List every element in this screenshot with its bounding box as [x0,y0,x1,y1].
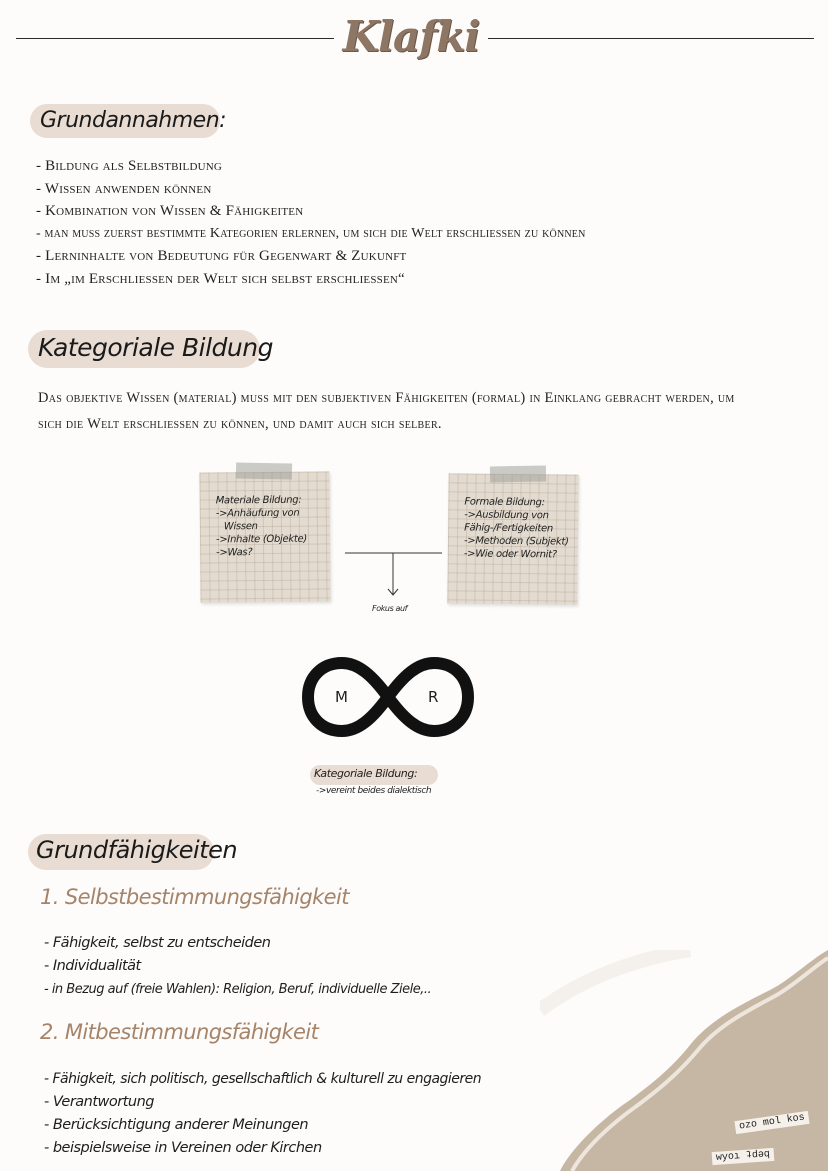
list-item: - Berücksichtigung anderer Meinungen [44,1117,309,1133]
page-title: Klafki [342,12,480,61]
section-heading-kategoriale: Kategoriale Bildung [38,333,273,362]
mitbestimmung-list [44,1068,481,1160]
torn-paper [540,950,828,1171]
paper-label: ozo mol kos [734,1111,809,1134]
tape [236,463,292,480]
list-item: - Bildung als Selbstbildung [36,158,223,174]
list-item: - Lerninhalte von Bedeutung für Gegenwart & Zukunft [36,248,407,265]
note-line: ->Inhalte (Objekte) [215,533,307,546]
list-item: - Kombination von Wissen & Fähigkeiten [36,203,304,220]
infinity-label-left: M [335,688,348,706]
selbstbestimmung-list [44,932,431,1001]
note-line: ->Ausbildung von [464,509,549,522]
note-line: ->Methoden (Subjekt) [463,535,569,548]
section-heading-grundannahmen: Grundannahmen: [40,108,227,133]
infinity-label-right: R [428,688,439,706]
caption-text: ->vereint beides dialektisch [316,786,432,796]
list-item: - Im „im Erschliessen der Welt sich selbst erschliessen“ [36,270,405,287]
list-item: - in Bezug auf (freie Wahlen): Religion, Beruf, individuelle Ziele,.. [44,982,432,997]
kategoriale-paragraph: Das objektive Wissen (material) muss mit den subjektiven Fähigkeiten (formal) in Einklang gebracht werden, um sich die Welt erschliessen zu können, und damit auch sich selber. [38,390,735,432]
note-line: Fähig-/Fertigkeiten [464,522,553,535]
list-item: - man muss zuerst bestimmte Kategorien erlernen, um sich die Welt erschliessen zu können [36,225,586,241]
section-heading-grundfaehigkeiten: Grundfähigkeiten [36,836,238,864]
list-item: - Fähigkeit, sich politisch, gesellschaftlich & kulturell zu engagieren [44,1071,482,1087]
subheading-mitbestimmung: 2. Mitbestimmungsfähigkeit [40,1020,319,1044]
note-line: Wissen [223,521,258,533]
connector-arrow [340,545,450,605]
note-line: Formale Bildung: [464,496,545,509]
tape [490,466,546,483]
infinity-icon [300,655,476,739]
subheading-selbstbestimmung: 1. Selbstbestimmungsfähigkeit [40,885,349,909]
note-line: ->Anhäufung von [215,507,300,520]
note-line: Materiale Bildung: [215,494,302,507]
arrow-label: Fokus auf [372,604,408,613]
caption-title: Kategoriale Bildung: [314,767,418,780]
grundannahmen-list [36,155,586,291]
list-item: - Wissen anwenden können [36,180,212,197]
list-item: - Verantwortung [44,1094,155,1110]
list-item: - beispielsweise in Vereinen oder Kirchen [44,1140,322,1156]
paper-label: wyoı ʇdǝq [712,1148,775,1165]
note-line: ->Was? [216,547,253,559]
header-rule-right [488,38,814,39]
note-text [464,495,580,561]
note-materiale-bildung [199,471,330,602]
header-rule-left [16,38,334,39]
note-line: ->Wie oder Wornit? [463,548,557,561]
list-item: - Fähigkeit, selbst zu entscheiden [44,935,271,951]
list-item: - Individualität [44,958,141,974]
note-text [216,493,332,559]
note-formale-bildung [447,473,578,604]
